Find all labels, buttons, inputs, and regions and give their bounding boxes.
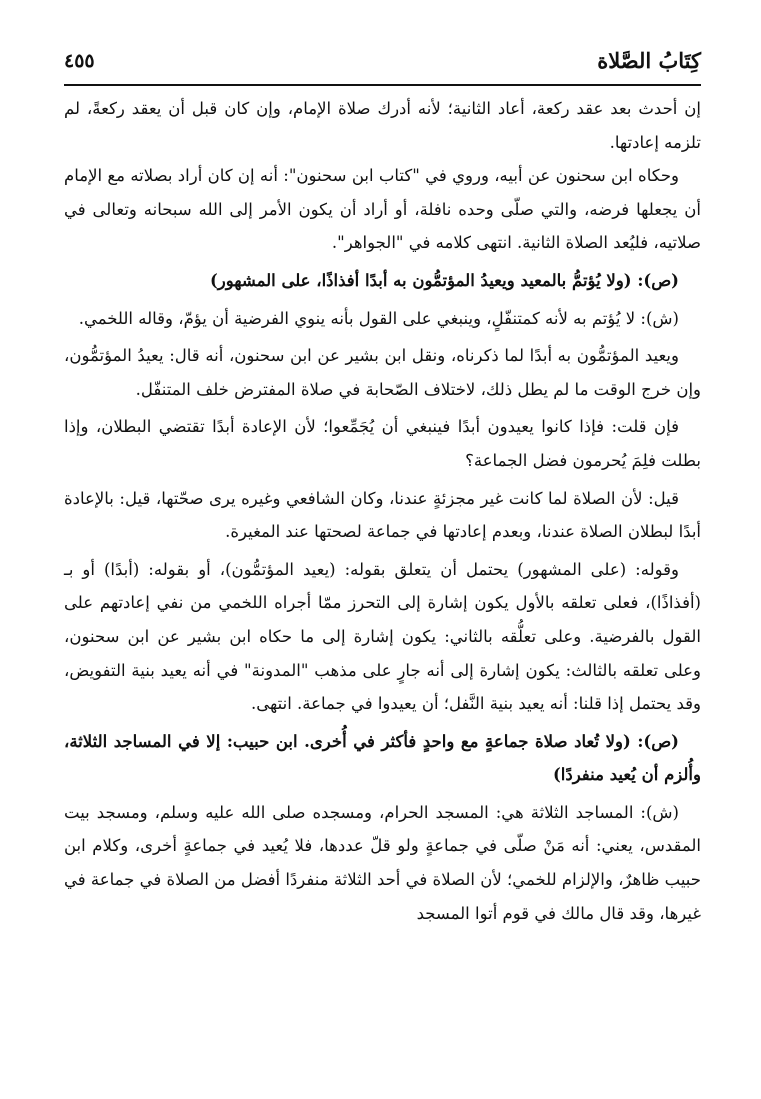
commentary-paragraph: (ش): المساجد الثلاثة هي: المسجد الحرام، ومسجده صلى الله عليه وسلم، ومسجد بيت المقدس، يعني: أنه مَنْ صلّى في جماعةٍ ولو قلّ عددها، فلا يُعيد في جماعةٍ أخرى، وكلام ابن حبيب ظاهرٌ، والإلزام للخمي؛ لأن الصلاة في أحد الثلاثة منفردًا أفضل من الصلاة في جماعة في غيرها، وقد قال مالك في قوم أتوا المسجد bbox=[64, 802, 701, 923]
header-divider bbox=[64, 84, 701, 86]
text-quote: (ص): (ولا تُعاد صلاة جماعةٍ مع واحدٍ فأكثر في أُخرى. ابن حبيب: إلا في المساجد الثلاثة، وأُلزم أن يُعيد منفردًا) bbox=[64, 731, 701, 785]
page-number: ٤٥٥ bbox=[64, 50, 95, 72]
paragraph: وقوله: (على المشهور) يحتمل أن يتعلق بقوله: (يعيد المؤتمُّون)، أو بقوله: (أبدًا) أو بـ (أفذاذًا)، فعلى تعلقه بالأول يكون إشارة إلى التحرز ممّا أجراه اللخمي من نفي إعادتهم على القول بالفرضية. وعلى تعلُّقه بالثاني: يكون إشارة إلى ما حكاه ابن بشير عن ابن سحنون، وعلى تعلقه بالثالث: يكون إشارة إلى أنه جارٍ على مذهب "المدونة" في أنه يعيد بنية التفويض، وقد يحتمل إذا قلنا: أنه يعيد بنية النَّفل؛ أن يعيدوا في جماعة. انتهى. bbox=[64, 559, 701, 714]
chapter-title: كِتَابُ الصَّلاة bbox=[597, 48, 701, 73]
paragraph: وحكاه ابن سحنون عن أبيه، وروي في "كتاب ابن سحنون": أنه إن كان أراد بصلاته مع الإمام أن يجعلها فرضه، والتي صلّى وحده نافلة، أو أراد أن يكون الأمر إلى الله سبحانه وتعالى في صلاتيه، فليُعد الصلاة الثانية. انتهى كلامه في "الجواهر". bbox=[64, 166, 701, 253]
paragraph: ويعيد المؤتمُّون به أبدًا لما ذكرناه، ونقل ابن بشير عن ابن سحنون، أنه قال: يعيدُ المؤتمُّون، وإن خرج الوقت ما لم يطل ذلك، لاختلاف الصّحابة في صلاة المفترض خلف المتنفّل. bbox=[64, 346, 701, 399]
paragraph-continuation: إن أحدث بعد عقد ركعة، أعاد الثانية؛ لأنه أدرك صلاة الإمام، وإن كان قبل أن يعقد ركعةً، لم تلزمه إعادتها. bbox=[64, 99, 701, 152]
page-body bbox=[64, 92, 701, 930]
paragraph: قيل: لأن الصلاة لما كانت غير مجزئةٍ عندنا، وكان الشافعي وغيره يرى صحّتها، قيل: بالإعادة أبدًا لبطلان الصلاة عندنا، وبعدم إعادتها في جماعة لصحتها عند المغيرة. bbox=[64, 488, 701, 542]
text-quote: (ص): (ولا يُؤتمُّ بالمعيد ويعيدُ المؤتمُّون به أبدًا أفذاذًا، على المشهور) bbox=[209, 270, 679, 290]
paragraph: فإن قلت: فإذا كانوا يعيدون أبدًا فينبغي أن يُجَمِّعوا؛ لأن الإعادة أبدًا تقتضي البطلان، وإذا بطلت فلِمَ يُحرمون فضل الجماعة؟ bbox=[64, 417, 701, 470]
page-header bbox=[64, 44, 701, 82]
commentary-paragraph: (ش): لا يُؤتم به لأنه كمتنفّلٍ، وينبغي على القول بأنه ينوي الفرضية أن يؤمّ، وقاله اللخمي. bbox=[78, 308, 679, 328]
